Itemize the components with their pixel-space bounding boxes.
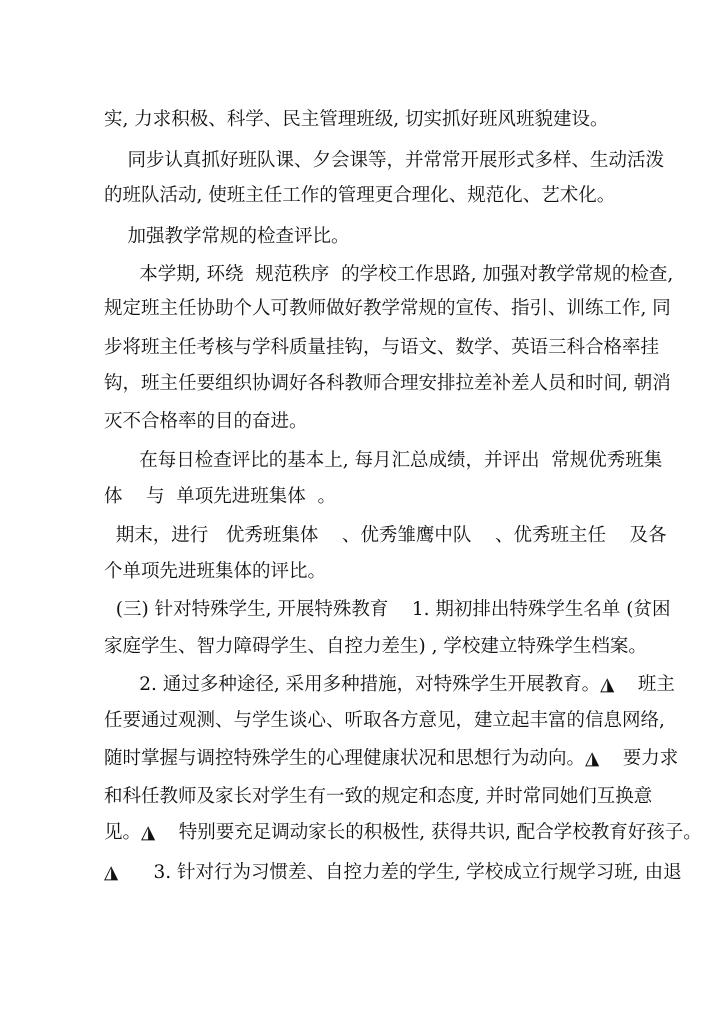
text-line: 钩，班主任要组织协调好各科教师合理安排拉差补差人员和时间, 朝消 (104, 373, 671, 394)
text-line: 本学期, 环绕 规范秩序 的学校工作思路, 加强对教学常规的检查, (104, 264, 674, 285)
text-line: 体 与 单项先进班集体 。 (104, 486, 337, 507)
text-line: 和科任教师及家长对学生有一致的规定和态度, 并时常同她们互换意 (104, 786, 653, 807)
text-line: (三) 针对特殊学生, 开展特殊教育 1. 期初排出特殊学生名单 (贫困 (104, 599, 671, 620)
text-line: 个单项先进班集体的评比。 (104, 561, 327, 582)
text-line: 家庭学生、智力障碍学生、自控力差生) , 学校建立特殊学生档案。 (104, 636, 647, 657)
text-line: 见。◮ 特别要充足调动家长的积极性, 获得共识, 配合学校教育好孩子。 (104, 822, 702, 843)
text-line: 加强教学常规的检查评比。 (104, 226, 350, 247)
text-line: 在每日检查评比的基本上, 每月汇总成绩，并评出 常规优秀班集 (104, 450, 663, 471)
text-line: 任要通过观测、与学生谈心、听取各方意见，建立起丰富的信息网络, (104, 710, 665, 731)
text-line: 随时掌握与调控特殊学生的心理健康状况和思想行为动向。◮ 要力求 (104, 748, 679, 769)
text-line: 同步认真抓好班队课、夕会课等，并常常开展形式多样、生动活泼 (104, 150, 665, 171)
text-line: 期末，进行 优秀班集体 、优秀雏鹰中队 、优秀班主任 及各 (104, 525, 667, 546)
text-line: 实, 力求积极、科学、民主管理班级, 切实抓好班风班貌建设。 (104, 109, 609, 130)
text-line: 的班队活动, 使班主任工作的管理更合理化、规范化、艺术化。 (104, 185, 616, 206)
text-line: 步将班主任考核与学科质量挂钩，与语文、数学、英语三科合格率挂 (104, 337, 660, 358)
text-line: 2. 通过多种途径, 采用多种措施，对特殊学生开展教育。◮ 班主 (104, 674, 675, 695)
text-line: 灭不合格率的目的奋进。 (104, 411, 308, 432)
text-line: ◮ 3. 针对行为习惯差、自控力差的学生, 学校成立行规学习班, 由退 (104, 862, 682, 883)
text-line: 规定班主任协助个人可教师做好教学常规的宣传、指引、训练工作, 同 (104, 298, 671, 319)
